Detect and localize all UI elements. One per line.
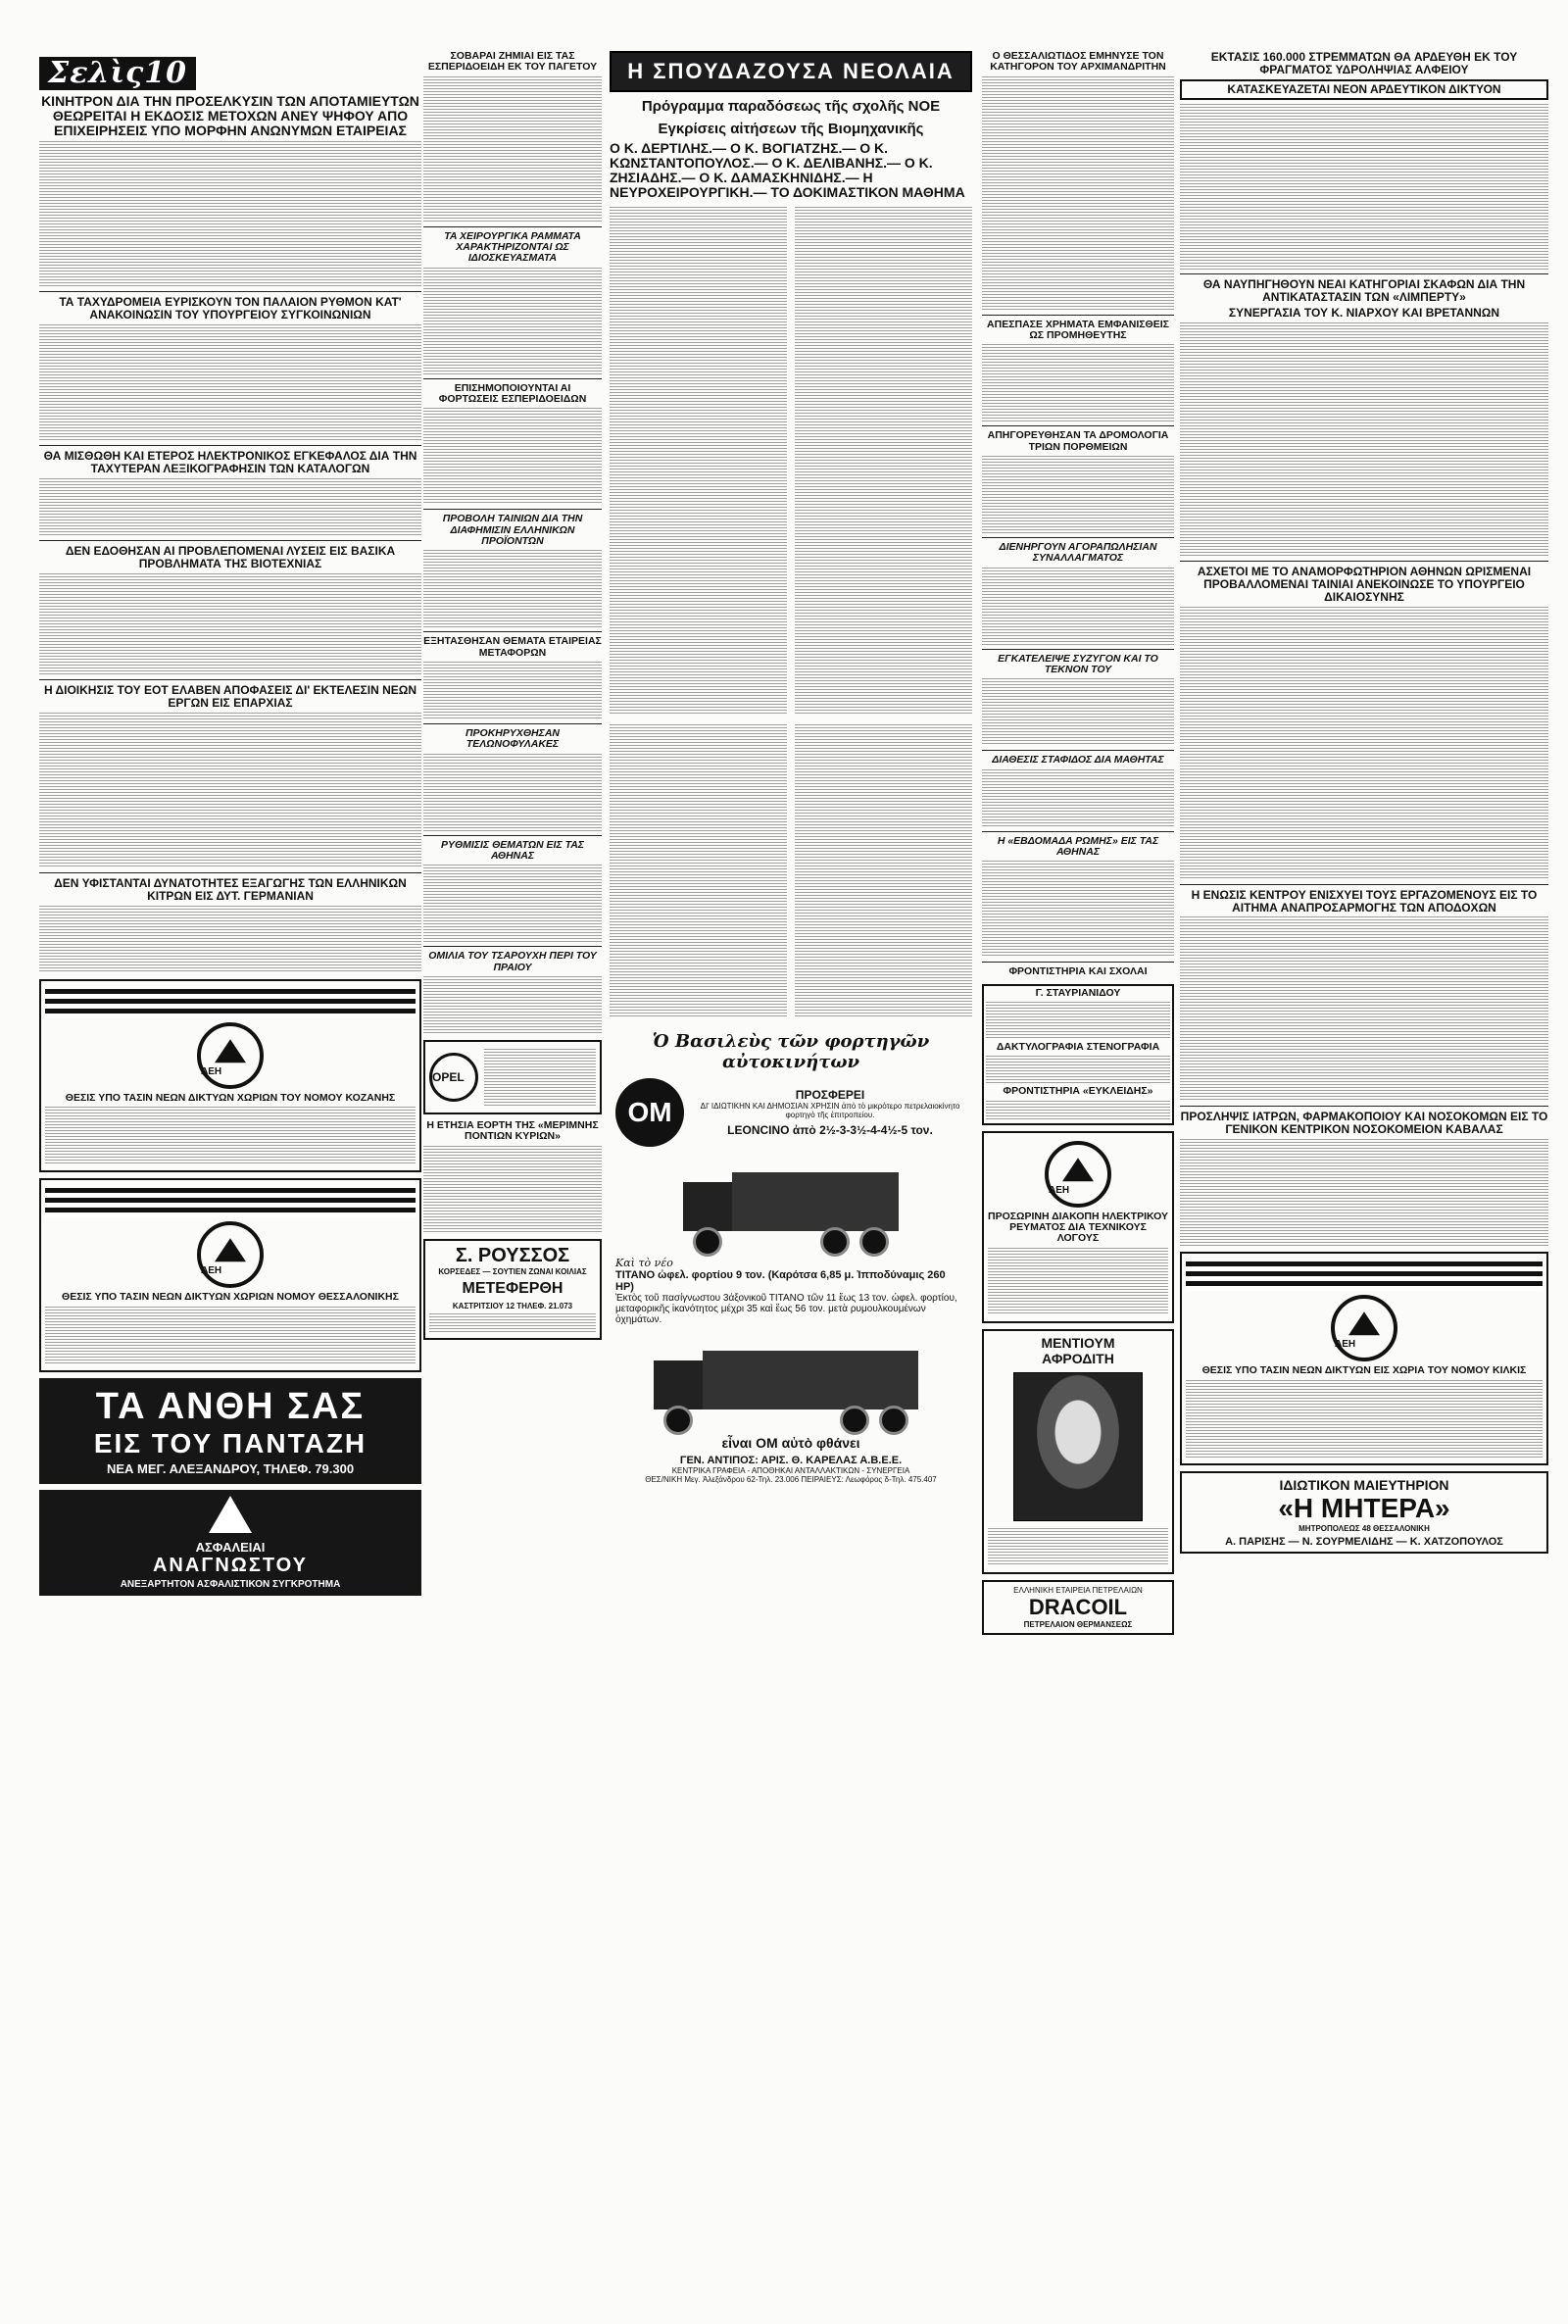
- school-ad-name: Γ. ΣΤΑΥΡΙΑΝΙΔΟΥ: [1035, 986, 1121, 999]
- dei-ad-title: ΘΕΣΙΣ ΥΠΟ ΤΑΣΙΝ ΝΕΩΝ ΔΙΚΤΥΩΝ ΕΙΣ ΧΩΡΙΑ ΤΟΥ ΝΟΜΟΥ ΚΙΛΚΙΣ: [1201, 1364, 1527, 1377]
- headline-customs: ΠΡΟΚΗΡΥΧΘΗΣΑΝ ΤΕΛΩΝΟΦΥΛΑΚΕΣ: [466, 726, 560, 751]
- headline-center-union: Η ΕΝΩΣΙΣ ΚΕΝΤΡΟΥ ΕΝΙΣΧΥΕΙ ΤΟΥΣ ΕΡΓΑΖΟΜΕΝΟΥΣ ΕΙΣ ΤΟ ΑΙΤΗΜΑ ΑΝΑΠΡΟΣΑΡΜΟΓΗΣ ΤΩΝ ΑΠΟΔΟΧΩΝ: [1191, 887, 1538, 915]
- flowers-ad: [39, 1378, 421, 1484]
- medium-ad: [982, 1329, 1174, 1574]
- school-ad-typing: ΔΑΚΤΥΛΟΓΡΑΦΙΑ ΣΤΕΝΟΓΡΑΦΙΑ: [996, 1040, 1160, 1053]
- om-ad-new: Καὶ τὸ νέο: [615, 1257, 673, 1270]
- dei-ad-title: ΘΕΣΙΣ ΥΠΟ ΤΑΣΙΝ ΝΕΩΝ ΔΙΚΤΥΩΝ ΧΩΡΙΩΝ ΤΟΥ ΝΟΜΟΥ ΚΟΖΑΝΗΣ: [65, 1091, 396, 1104]
- dei-ad-kozani: [39, 979, 421, 1172]
- headline-crafts: ΔΕΝ ΕΔΟΘΗΣΑΝ ΑΙ ΠΡΟΒΛΕΠΟΜΕΝΑΙ ΛΥΣΕΙΣ ΕΙΣ ΒΑΣΙΚΑ ΠΡΟΒΛΗΜΑΤΑ ΤΗΣ ΒΙΟΤΕΧΝΙΑΣ: [65, 544, 396, 571]
- article-text: [39, 477, 421, 536]
- headline-shipments: ΕΠΙΣΗΜΟΠΟΙΟΥΝΤΑΙ ΑΙ ΦΟΡΤΩΣΕΙΣ ΕΣΠΕΡΙΔΟΕΙΔΩΝ: [438, 381, 587, 405]
- page-number-masthead: Σελὶς10: [39, 57, 196, 90]
- om-ad-titano-text: Ἐκτὸς τοῦ πασίγνωστου 3άξονικοῦ ΤΙΤΑΝΟ τῶν 11 ἕως 13 τον. ὠφελ. φορτίου, μεταφορικῆς ἱκανότητος μέχρι 35 καὶ ἕως 56 τον. μετὰ ρυμουλκουμένων ὀχημάτων.: [615, 1293, 957, 1326]
- headline-abandoned: ΕΓΚΑΤΕΛΕΙΨΕ ΣΥΖΥΓΟΝ ΚΑΙ ΤΟ ΤΕΚΝΟΝ ΤΟΥ: [998, 652, 1158, 675]
- maternity-ad-line1: ΙΔΙΩΤΙΚΟΝ ΜΑΙΕΥΤΗΡΙΟΝ: [1279, 1476, 1449, 1493]
- headline-films: ΠΡΟΒΟΛΗ ΤΑΙΝΙΩΝ ΔΙΑ ΤΗΝ ΔΙΑΦΗΜΙΣΙΝ ΕΛΛΗΝΙΚΩΝ ΠΡΟΪΟΝΤΩΝ: [442, 513, 583, 547]
- om-ad-agent: ΓΕΝ. ΑΝΤΙΠΟΣ: ΑΡΙΣ. Θ. ΚΑΡΕΛΑΣ Α.Β.Ε.Ε.: [679, 1455, 903, 1467]
- column-2: [423, 51, 602, 1346]
- article-text: [39, 572, 421, 675]
- roussos-address: ΚΑΣΤΡΙΤΣΙΟΥ 12 ΤΗΛΕΦ. 21.073: [452, 1301, 573, 1310]
- headline-sutures: ΤΑ ΧΕΙΡΟΥΡΓΙΚΑ ΡΑΜΜΑΤΑ ΧΑΡΑΚΤΗΡΙΖΟΝΤΑΙ ΩΣ ΙΔΙΟΣΚΕΥΑΣΜΑΤΑ: [444, 229, 581, 265]
- headline-rome-week: Η «ΕΒΔΟΜΑΔΑ ΡΩΜΗΣ» ΕΙΣ ΤΑΣ ΑΘΗΝΑΣ: [997, 834, 1159, 858]
- insurance-ad-line3: ΑΝΕΞΑΡΤΗΤΟΝ ΑΣΦΑΛΙΣΤΙΚΟΝ ΣΥΓΚΡΟΤΗΜΑ: [120, 1578, 341, 1590]
- article-text: [39, 905, 421, 973]
- medium-ad-name: ΑΦΡΟΔΙΤΗ: [1042, 1350, 1114, 1366]
- article-text: [39, 323, 421, 441]
- headline-frost: ΣΟΒΑΡΑΙ ΖΗΜΙΑΙ ΕΙΣ ΤΑΣ ΕΣΠΕΡΙΔΟΕΙΔΗ ΕΚ ΤΟΥ ΠΑΓΕΤΟΥ: [427, 50, 598, 74]
- headline-extortion: ΑΠΕΣΠΑΣΕ ΧΡΗΜΑΤΑ ΕΜΦΑΝΙΣΘΕΙΣ ΩΣ ΠΡΟΜΗΘΕΥΤΗΣ: [987, 318, 1169, 341]
- article-text: [39, 712, 421, 868]
- column-5: [1180, 51, 1548, 1559]
- maternity-ad-doctors: Α. ΠΑΡΙΣΗΣ — Ν. ΣΟΥΡΜΕΛΙΔΗΣ — Κ. ΧΑΤΖΟΠΟΥΛΟΣ: [1225, 1535, 1503, 1548]
- headline-raisins: ΔΙΑΘΕΣΙΣ ΣΤΑΦΙΔΟΣ ΔΙΑ ΜΑΘΗΤΑΣ: [992, 754, 1164, 766]
- roussos-ad: [423, 1239, 602, 1340]
- headline-professors: Ο Κ. ΔΕΡΤΙΛΗΣ.— Ο Κ. ΒΟΓΙΑΤΖΗΣ.— Ο Κ. ΚΩΝΣΤΑΝΤΟΠΟΥΛΟΣ.— Ο Κ. ΔΕΛΙΒΑΝΗΣ.— Ο Κ. ΖΗΣΙΑΔΗΣ.— Ο Κ. ΔΑΜΑΣΚΗΝΙΔΗΣ.— Η ΝΕΥΡΟΧΕΙΡΟΥΡΓΙΚΗ.— ΤΟ ΔΟΚΙΜΑΣΤΙΚΟΝ ΜΑΘΗΜΑ: [610, 140, 965, 201]
- opel-ad: [423, 1040, 602, 1114]
- flowers-ad-line2: ΕΙΣ ΤΟΥ ΠΑΝΤΑΖΗ: [93, 1427, 368, 1459]
- headline-reformatory: ΑΣΧΕΤΟΙ ΜΕ ΤΟ ΑΝΑΜΟΡΦΩΤΗΡΙΟΝ ΑΘΗΝΩΝ ΩΡΙΣΜΕΝΑΙ ΠΡΟΒΑΛΛΟΜΕΝΑΙ ΤΑΙΝΙΑΙ ΑΝΕΚΟΙΝΩΣΕ ΤΟ ΥΠΟΥΡΓΕΙΟ ΔΙΚΑΙΟΣΥΝΗΣ: [1197, 564, 1532, 604]
- headline-liberty: ΘΑ ΝΑΥΠΗΓΗΘΟΥΝ ΝΕΑΙ ΚΑΤΗΓΟΡΙΑΙ ΣΚΑΦΩΝ ΔΙΑ ΤΗΝ ΑΝΤΙΚΑΤΑΣΤΑΣΙΝ ΤΩΝ «ΛΙΜΠΕΡΤΥ»: [1202, 276, 1526, 304]
- insurance-ad-line2: ΑΝΑΓΝΩΣΤΟΥ: [152, 1554, 309, 1576]
- om-ad-slogan: εἶναι ΟΜ αὐτὸ φθάνει: [721, 1435, 860, 1452]
- headline-schools: ΦΡΟΝΤΙΣΤΗΡΙΑ ΚΑΙ ΣΧΟΛΑΙ: [1008, 965, 1148, 978]
- headline-citrus: ΔΕΝ ΥΦΙΣΤΑΝΤΑΙ ΔΥΝΑΤΟΤΗΤΕΣ ΕΞΑΓΩΓΗΣ ΤΩΝ ΕΛΛΗΝΙΚΩΝ ΚΙΤΡΩΝ ΕΙΣ ΔΥΤ. ΓΕΡΜΑΝΙΑΝ: [54, 875, 407, 903]
- om-ad-titano: ΤΙΤΑΝΟ ὠφελ. φορτίου 9 τον. (Καρότσα 6,85 μ. Ἰπποδύναμις 260 HP): [615, 1269, 946, 1294]
- dei-ad-title: ΘΕΣΙΣ ΥΠΟ ΤΑΣΙΝ ΝΕΩΝ ΔΙΚΤΥΩΝ ΧΩΡΙΩΝ ΝΟΜΟΥ ΘΕΣΣΑΛΟΝΙΚΗΣ: [62, 1291, 399, 1304]
- dei-ad-outage: [982, 1131, 1174, 1323]
- article-text: [39, 140, 421, 287]
- maternity-ad: [1180, 1471, 1548, 1554]
- dei-ad-kilkis: [1180, 1252, 1548, 1464]
- om-trucks-ad: [610, 1025, 972, 1490]
- school-ad: [982, 984, 1174, 1125]
- flowers-ad-line1: ΤΑ ΑΝΘΗ ΣΑΣ: [95, 1385, 366, 1427]
- column-1: [39, 94, 421, 1602]
- headline-post-offices: ΤΑ ΤΑΧΥΔΡΟΜΕΙΑ ΕΥΡΙΣΚΟΥΝ ΤΟΝ ΠΑΛΑΙΟΝ ΡΥΘΜΟΝ ΚΑΤ' ΑΝΑΚΟΙΝΩΣΙΝ ΤΟΥ ΥΠΟΥΡΓΕΙΟΥ ΣΥΓΚΟΙΝΩΝΙΩΝ: [59, 295, 402, 322]
- dracoil-post: ΠΕΤΡΕΛΑΙΟΝ ΘΕΡΜΑΝΣΕΩΣ: [1023, 1619, 1133, 1629]
- dei-logo-icon: ΔΕΗ: [1045, 1141, 1111, 1208]
- om-ad-offer-text: ΔΙ' ΙΔΙΩΤΙΚΗΝ ΚΑΙ ΔΗΜΟΣΙΑΝ ΧΡΗΣΙΝ ἀπὸ τὸ μικρότερο πετρελαιοκίνητο φορτηγὸ τῆς ἐπιτροπείου.: [700, 1102, 960, 1120]
- section-banner: Η ΣΠΟΥΔΑΖΟΥΣΑ ΝΕΟΛΑΙΑ: [610, 51, 972, 92]
- om-ad-title: Ὁ Βασιλεὺς τῶν φορτηγῶν αὐτοκινήτων: [652, 1031, 930, 1073]
- flowers-ad-address: ΝΕΑ ΜΕΓ. ΑΛΕΞΑΝΔΡΟΥ, ΤΗΛΕΦ. 79.300: [106, 1460, 355, 1476]
- school-ad-eukleidis: ΦΡΟΝΤΙΣΤΗΡΙΑ «ΕΥΚΛΕΙΔΗΣ»: [1003, 1085, 1153, 1098]
- truck-illustration-icon: [673, 1153, 908, 1251]
- om-ad-agent-2: ΚΕΝΤΡΙΚΑ ΓΡΑΦΕΙΑ - ΑΠΟΘΗΚΑΙ ΑΝΤΑΛΛΑΚΤΙΚΩΝ - ΣΥΝΕΡΓΕΙΑ: [671, 1466, 910, 1476]
- headline-alfeios: ΕΚΤΑΣΙΣ 160.000 ΣΤΡΕΜΜΑΤΩΝ ΘΑ ΑΡΔΕΥΘΗ ΕΚ ΤΟΥ ΦΡΑΓΜΑΤΟΣ ΥΔΡΟΛΗΨΙΑΣ ΑΛΦΕΙΟΥ: [1210, 50, 1518, 76]
- dei-outage-title: ΠΡΟΣΩΡΙΝΗ ΔΙΑΚΟΠΗ ΗΛΕΚΤΡΙΚΟΥ ΡΕΥΜΑΤΟΣ ΔΙΑ ΤΕΧΝΙΚΟΥΣ ΛΟΓΟΥΣ: [988, 1210, 1168, 1245]
- headline-thessaliotidos: Ο ΘΕΣΣΑΛΙΩΤΙΔΟΣ ΕΜΗΝΥΣΕ ΤΟΝ ΚΑΤΗΓΟΡΟΝ ΤΟΥ ΑΡΧΙΜΑΝΔΡΙΤΗΝ: [990, 50, 1166, 74]
- roussos-moved: ΜΕΤΕΦΕΡΘΗ: [462, 1279, 564, 1297]
- column-4: [982, 51, 1174, 1641]
- headline-motives: ΚΙΝΗΤΡΟΝ ΔΙΑ ΤΗΝ ΠΡΟΣΕΛΚΥΣΙΝ ΤΩΝ ΑΠΟΤΑΜΙΕΥΤΩΝ ΘΕΩΡΕΙΤΑΙ Η ΕΚΔΟΣΙΣ ΜΕΤΟΧΩΝ ΑΝΕΥ ΨΗΦΟΥ ΑΠΟ ΕΠΙΧΕΙΡΗΣΕΙΣ ΥΠΟ ΜΟΡΦΗΝ ΑΝΩΝΥΜΩΝ ΕΤΑΙΡΕΙΑΣ: [41, 93, 419, 139]
- insurance-ad: [39, 1490, 421, 1596]
- headline-irrigation: ΚΑΤΑΣΚΕΥΑΖΕΤΑΙ ΝΕΟΝ ΑΡΔΕΥΤΙΚΟΝ ΔΙΚΤΥΟΝ: [1227, 81, 1501, 96]
- dei-logo-icon: ΔΕΗ: [1331, 1295, 1397, 1361]
- dracoil-pre: ΕΛΛΗΝΙΚΗ ΕΤΑΙΡΕΙΑ ΠΕΤΡΕΛΑΙΩΝ: [1013, 1585, 1143, 1595]
- headline-speech: ΟΜΙΛΙΑ ΤΟΥ ΤΣΑΡΟΥΧΗ ΠΕΡΙ ΤΟΥ ΠΡΑΙΟΥ: [428, 950, 597, 973]
- om-ad-agent-3: ΘΕΣ/ΝΙΚΗ Μεγ. Ἀλεξάνδρου 62-Τηλ. 23.006 ΠΕΙΡΑΙΕΥΣ: Λεωφόρος δ-Τηλ. 475.407: [645, 1475, 937, 1485]
- headline-transport: ΕΞΗΤΑΣΘΗΣΑΝ ΘΕΜΑΤΑ ΕΤΑΙΡΕΙΑΣ ΜΕΤΑΦΟΡΩΝ: [423, 635, 602, 659]
- maternity-ad-name: «Η ΜΗΤΕΡΑ»: [1278, 1492, 1450, 1523]
- triangle-logo-icon: [209, 1496, 252, 1533]
- portrait-photo: [1013, 1372, 1143, 1521]
- medium-ad-title: ΜΕΝΤΙΟΥΜ: [1041, 1334, 1115, 1351]
- insurance-ad-line1: ΑΣΦΑΛΕΙΑΙ: [195, 1539, 266, 1555]
- roussos-products: ΚΟΡΣΕΔΕΣ — ΣΟΥΤΙΕΝ ΖΩΝΑΙ ΚΟΙΛΙΑΣ: [438, 1266, 587, 1276]
- headline-athens: ΡΥΘΜΙΣΙΣ ΘΕΜΑΤΩΝ ΕΙΣ ΤΑΣ ΑΘΗΝΑΣ: [441, 838, 584, 862]
- dei-logo-icon: ΔΕΗ: [197, 1221, 264, 1288]
- dracoil-brand: DRACOIL: [1028, 1594, 1128, 1619]
- roussos-name: Σ. ΡΟΥΣΣΟΣ: [455, 1244, 570, 1266]
- column-3: [610, 51, 972, 1496]
- dracoil-ad: [982, 1580, 1174, 1635]
- dei-logo-icon: ΔΕΗ: [197, 1022, 264, 1089]
- headline-kavala-hospital: ΠΡΟΣΛΗΨΙΣ ΙΑΤΡΩΝ, ΦΑΡΜΑΚΟΠΟΙΟΥ ΚΑΙ ΝΟΣΟΚΟΜΩΝ ΕΙΣ ΤΟ ΓΕΝΙΚΟΝ ΚΕΝΤΡΙΚΟΝ ΝΟΣΟΚΟΜΕΙΟΝ ΚΑΒΑΛΑΣ: [1180, 1110, 1548, 1137]
- truck-illustration-icon: [644, 1331, 938, 1429]
- headline-exchange: ΔΙΕΝΗΡΓΟΥΝ ΑΓΟΡΑΠΩΛΗΣΙΑΝ ΣΥΝΑΛΛΑΓΜΑΤΟΣ: [999, 540, 1157, 565]
- dei-ad-thessaloniki: [39, 1178, 421, 1371]
- headline-niarchos: ΣΥΝΕΡΓΑΣΙΑ ΤΟΥ Κ. ΝΙΑΡΧΟΥ ΚΑΙ ΒΡΕΤΑΝΝΩΝ: [1228, 305, 1500, 320]
- om-ad-leoncino: LEONCINO ἀπὸ 2½-3-3½-4-4½-5 τον.: [727, 1123, 933, 1138]
- headline-pontic: Η ΕΤΗΣΙΑ ΕΟΡΤΗ ΤΗΣ «ΜΕΡΙΜΝΗΣ ΠΟΝΤΙΩΝ ΚΥΡΙΩΝ»: [426, 1118, 599, 1143]
- headline-computer: ΘΑ ΜΙΣΘΩΘΗ ΚΑΙ ΕΤΕΡΟΣ ΗΛΕΚΤΡΟΝΙΚΟΣ ΕΓΚΕΦΑΛΟΣ ΔΙΑ ΤΗΝ ΤΑΧΥΤΕΡΑΝ ΛΕΞΙΚΟΓΡΑΦΗΣΙΝ ΤΩΝ ΚΑΤΑΛΟΓΩΝ: [43, 449, 417, 476]
- headline-eot: Η ΔΙΟΙΚΗΣΙΣ ΤΟΥ ΕΟΤ ΕΛΑΒΕΝ ΑΠΟΦΑΣΕΙΣ ΔΙ' ΕΚΤΕΛΕΣΙΝ ΝΕΩΝ ΕΡΓΩΝ ΕΙΣ ΕΠΑΡΧΙΑΣ: [43, 683, 417, 710]
- section-subtitle-1: Πρόγραμμα παραδόσεως τῆς σχολῆς ΝΟΕ: [641, 98, 941, 115]
- om-ad-offer: ΠΡΟΣΦΕΡΕΙ: [795, 1088, 865, 1103]
- om-logo-icon: ΟΜ: [615, 1078, 684, 1147]
- opel-logo: OPEL: [429, 1053, 478, 1102]
- maternity-ad-address: ΜΗΤΡΟΠΟΛΕΩΣ 48 ΘΕΣΣΑΛΟΝΙΚΗ: [1298, 1523, 1430, 1533]
- headline-ferries: ΑΠΗΓΟΡΕΥΘΗΣΑΝ ΤΑ ΔΡΟΜΟΛΟΓΙΑ ΤΡΙΩΝ ΠΟΡΘΜΕΙΩΝ: [987, 429, 1169, 453]
- section-subtitle-2: Εγκρίσεις αἰτήσεων τῆς Βιομηχανικῆς: [658, 121, 924, 137]
